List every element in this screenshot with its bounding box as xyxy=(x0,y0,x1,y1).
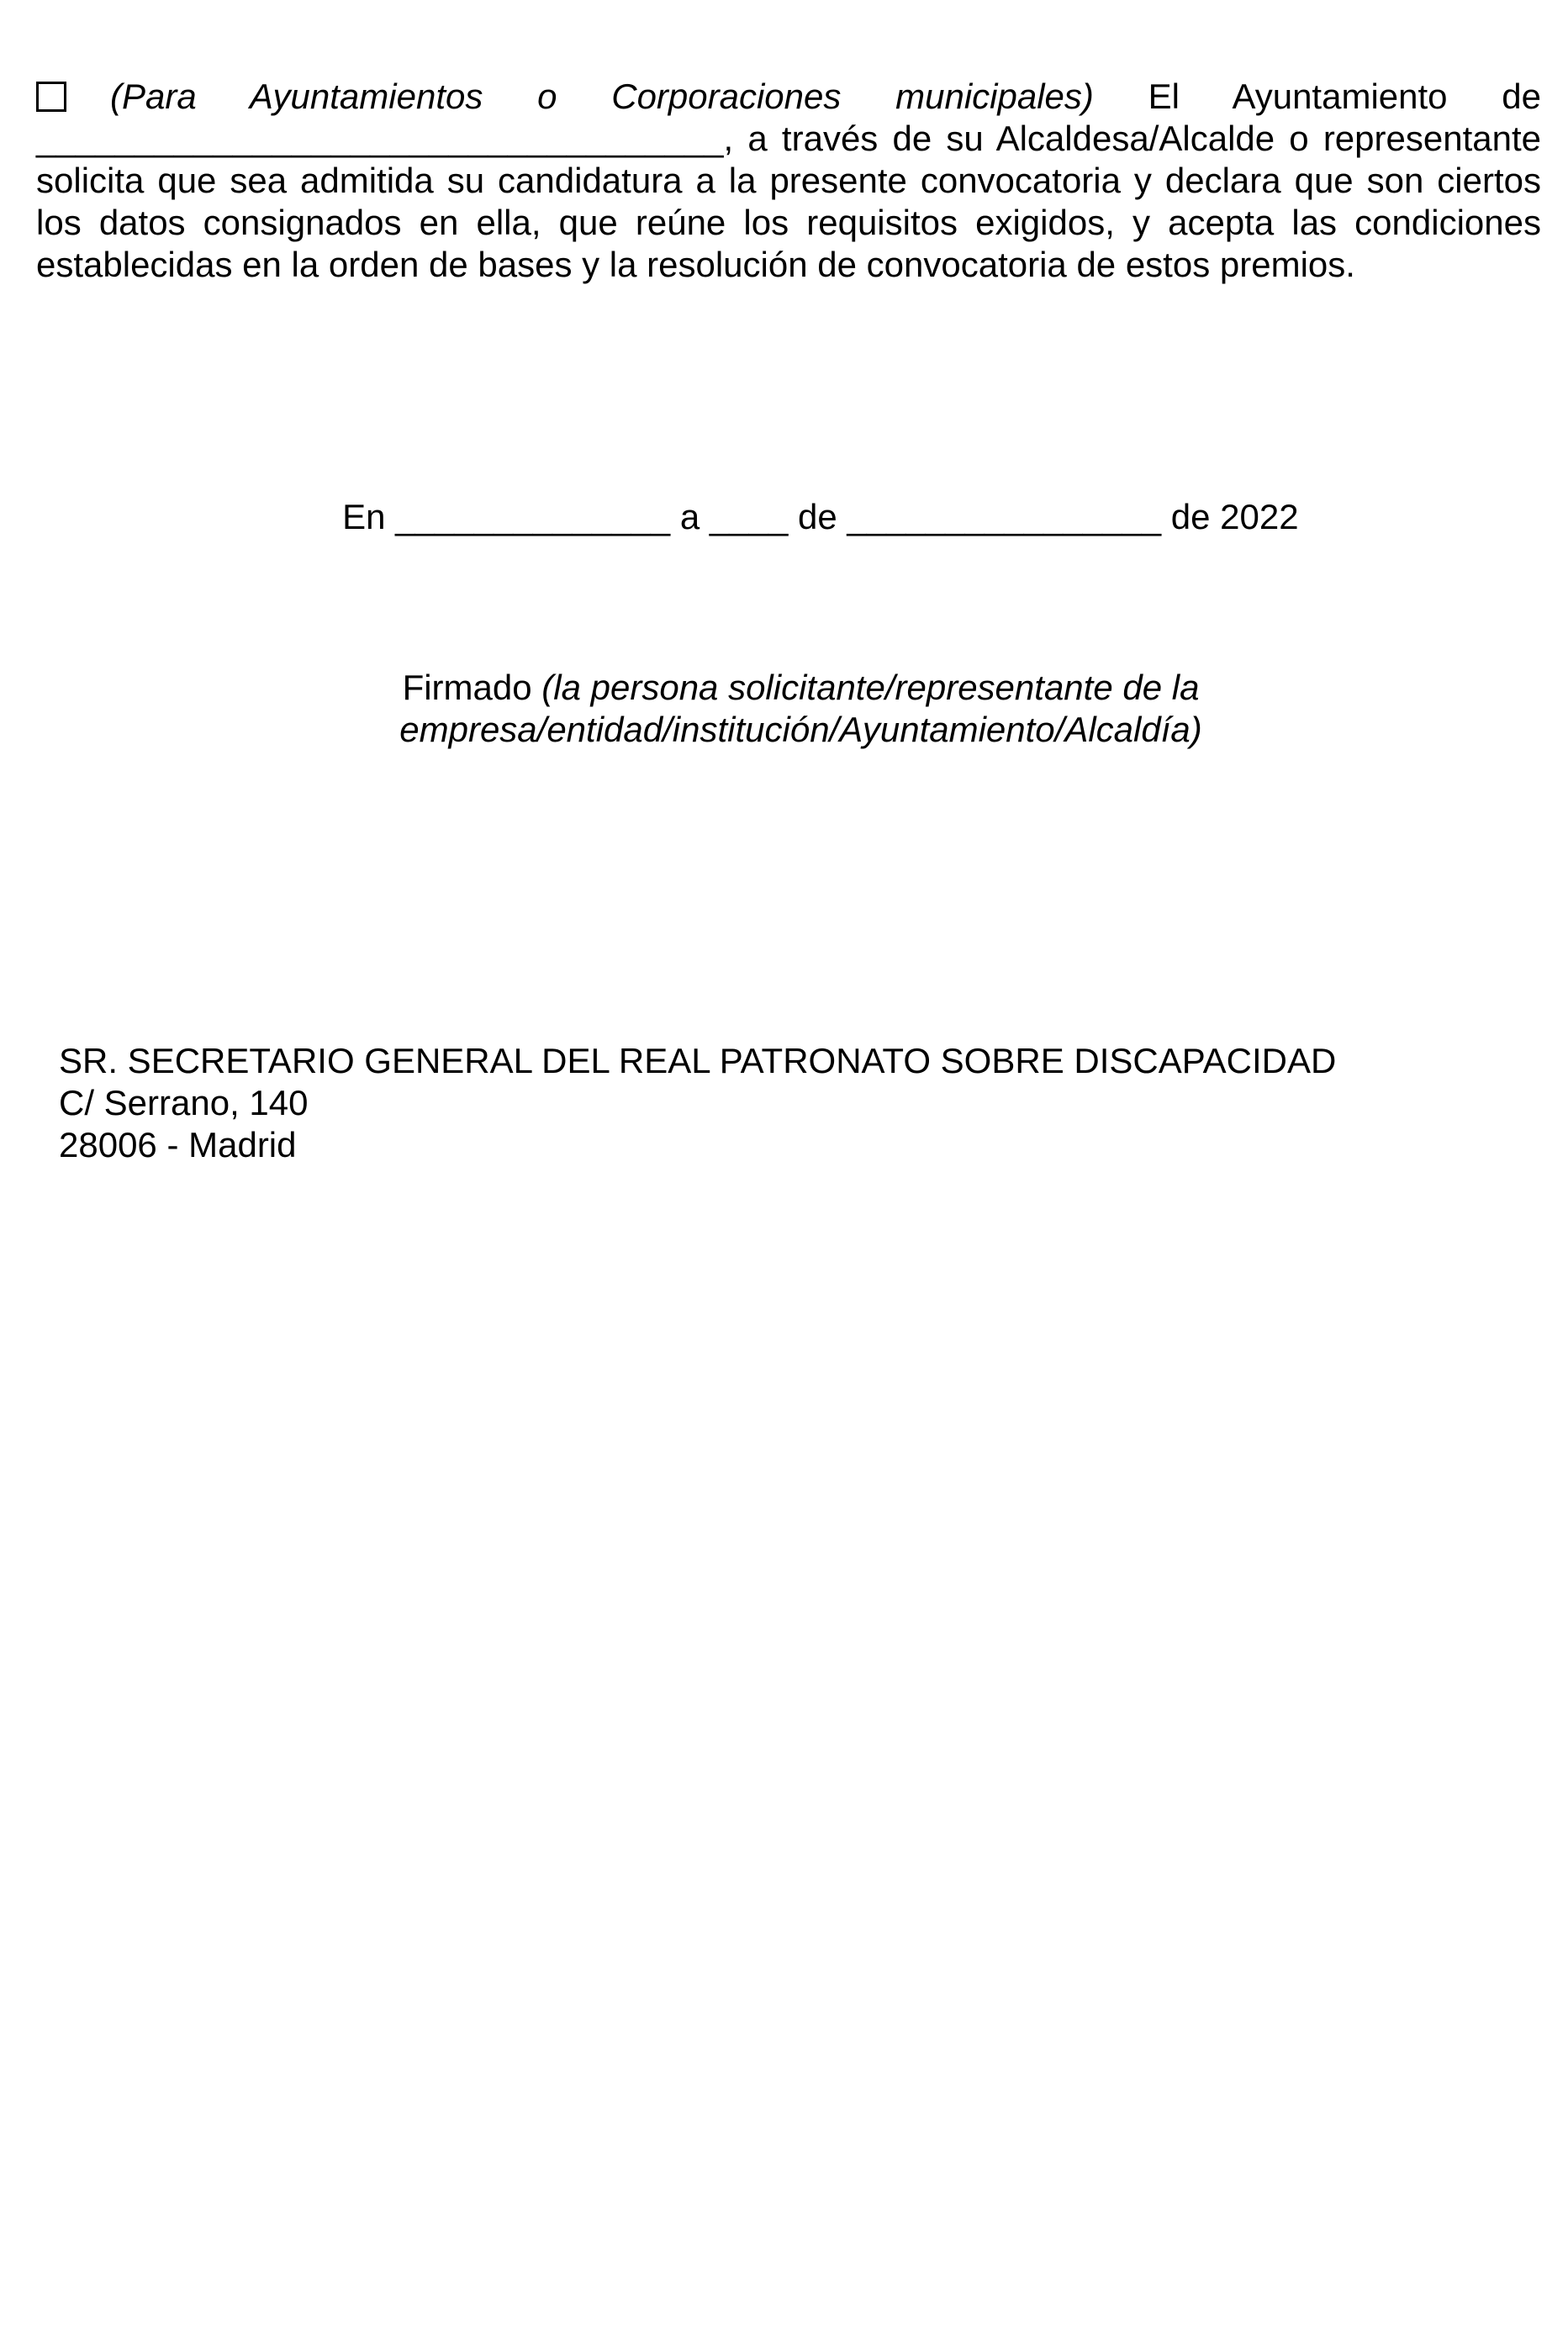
place-date-text[interactable]: En ______________ a ____ de ________________ de 2022 xyxy=(342,497,1299,536)
signature-role-line2: empresa/entidad/institución/Ayuntamiento/Alcaldía) xyxy=(399,710,1202,749)
declaration-paragraph xyxy=(36,76,1541,286)
recipient-city: 28006 - Madrid xyxy=(59,1125,297,1164)
signature-block xyxy=(0,667,1568,751)
signature-role-line1: (la persona solicitante/representante de la xyxy=(541,668,1200,707)
recipient-title: SR. SECRETARIO GENERAL DEL REAL PATRONATO SOBRE DISCAPACIDAD xyxy=(59,1041,1337,1080)
recipient-address xyxy=(59,1040,1336,1166)
place-date-line xyxy=(0,454,1568,580)
declaration-text-rest: , a través de su Alcaldesa/Alcalde o representante solicita que sea admitida su candidatura a la presente convocatoria y declara que son ciertos los datos consignados en ella, que reúne los requisitos exigidos, y acepta las condiciones establecidas en la orden de bases y la resolución de convocatoria de estos premios. xyxy=(36,119,1541,284)
recipient-street: C/ Serrano, 140 xyxy=(59,1083,309,1122)
signature-label: Firmado xyxy=(402,668,532,707)
declaration-qualifier: (Para Ayuntamientos o Corporaciones municipales) xyxy=(110,77,1094,116)
municipality-name-blank[interactable]: ___________________________________ xyxy=(36,119,724,158)
declaration-text-start: El Ayuntamiento de xyxy=(1148,77,1541,116)
municipality-checkbox[interactable] xyxy=(36,82,66,112)
